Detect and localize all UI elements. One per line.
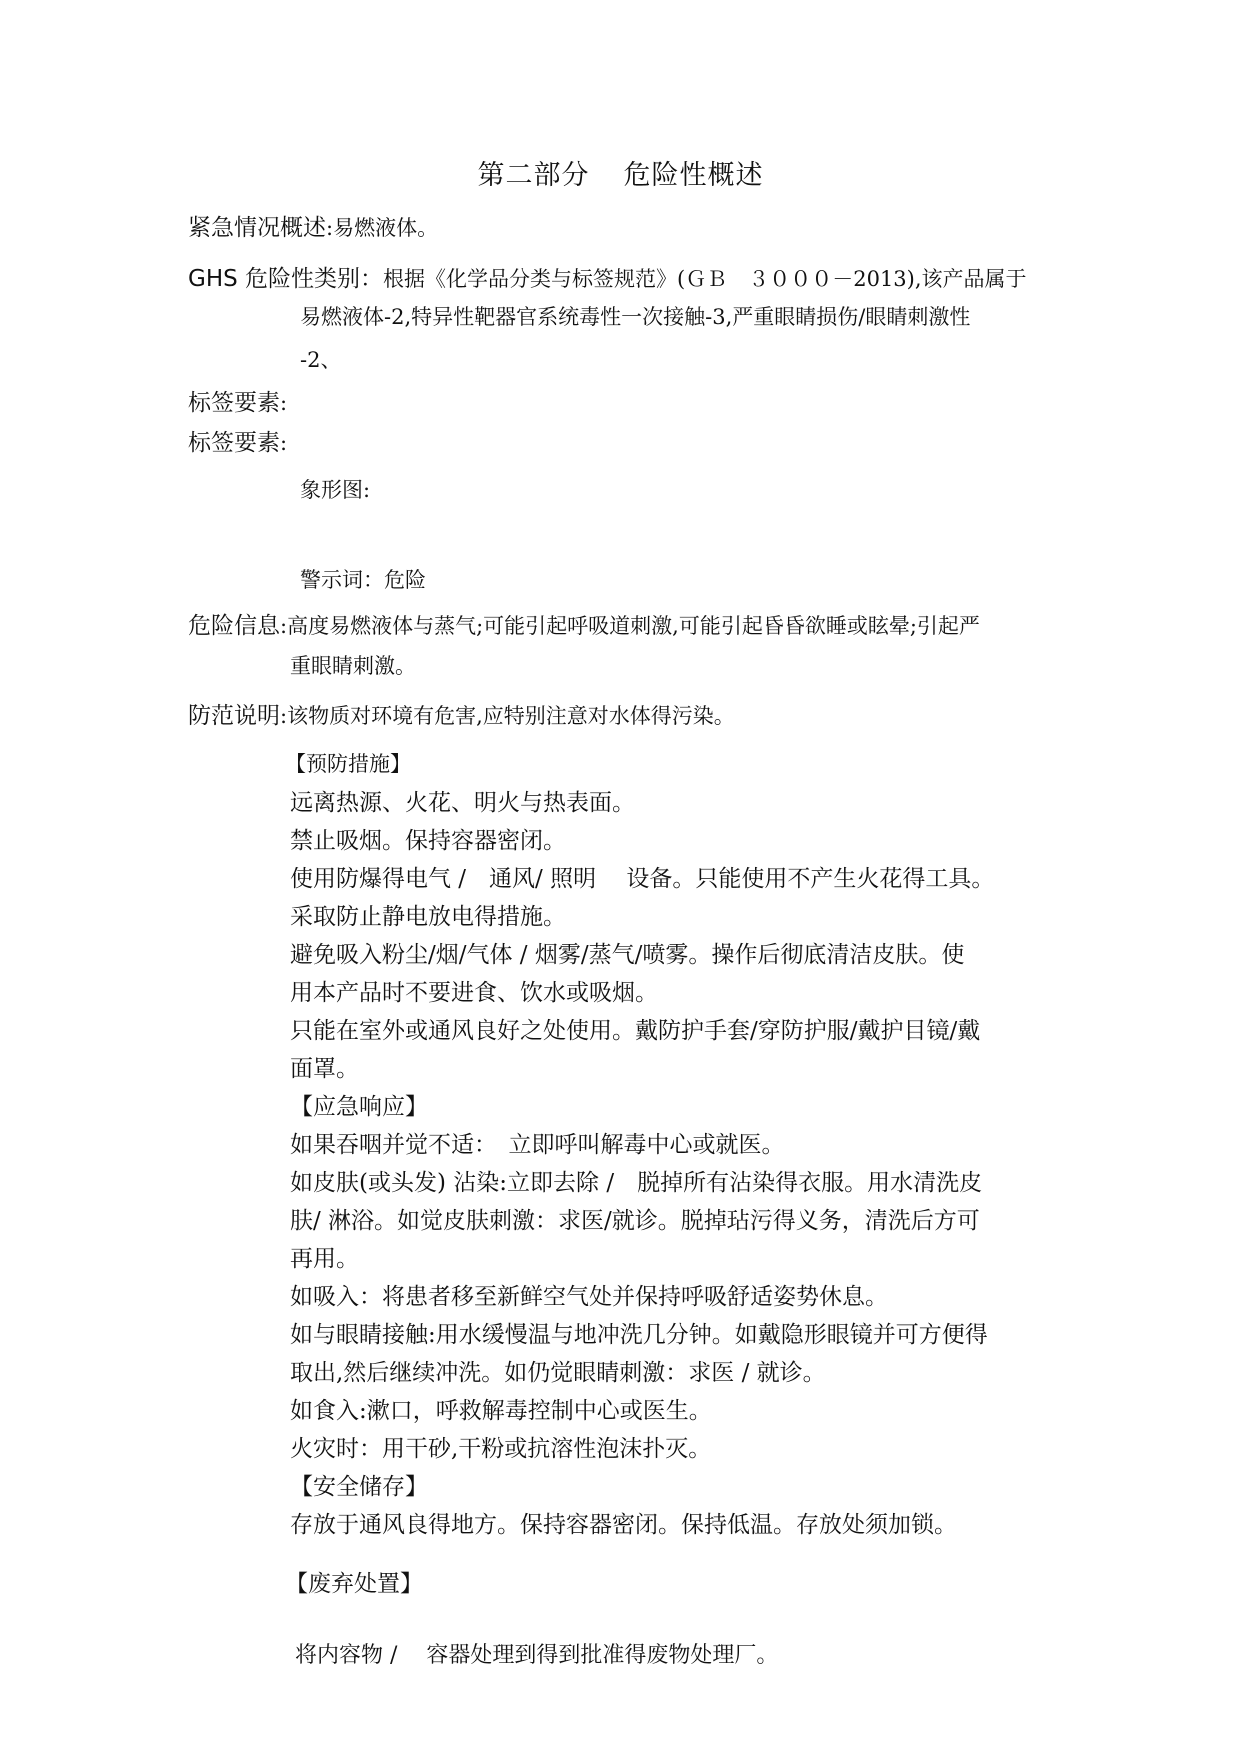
prevention-line: 禁止吸烟。保持容器密闭。	[290, 828, 566, 854]
prevention-line: 使用防爆得电气 / 通风/ 照明 设备。只能使用不产生火花得工具。	[290, 866, 995, 892]
hazard-info-sep: :	[280, 614, 288, 638]
ghs-line-3: -2、	[300, 348, 342, 372]
label-elements-1-label: 标签要素	[188, 390, 280, 416]
signal-word	[300, 564, 426, 594]
hazard-info-label: 危险信息	[188, 613, 280, 639]
storage-block	[290, 1468, 1060, 1544]
storage-line: 存放于通风良得地方。保持容器密闭。保持低温。存放处须加锁。	[290, 1512, 957, 1538]
response-line: 取出,然后继续冲洗。如仍觉眼睛刺激：求医 / 就诊。	[290, 1360, 826, 1386]
prevention-line: 用本产品时不要进食、饮水或吸烟。	[290, 980, 658, 1006]
ghs-classification	[188, 260, 1027, 293]
label-elements-1	[188, 384, 287, 417]
emergency-overview	[188, 209, 438, 242]
response-line: 如与眼睛接触:用水缓慢温与地冲洗几分钟。如戴隐形眼镜并可方便得	[290, 1322, 988, 1348]
prevention-list	[290, 784, 1060, 1088]
disposal-line	[295, 1638, 778, 1669]
prevention-line: 面罩。	[290, 1056, 359, 1082]
prevention-line: 采取防止静电放电得措施。	[290, 904, 566, 930]
response-line: 如吸入：将患者移至新鲜空气处并保持呼吸舒适姿势休息。	[290, 1284, 888, 1310]
prevention-line: 远离热源、火花、明火与热表面。	[290, 790, 635, 816]
prevention-heading: 【预防措施】	[285, 752, 411, 776]
disposal-line-text: 将内容物 / 容器处理到得到批准得废物处理厂。	[295, 1643, 779, 1668]
hazard-info-line-1: 高度易燃液体与蒸气;可能引起呼吸道刺激,可能引起昏昏欲睡或眩晕;引起严	[287, 614, 980, 638]
ghs-label: GHS 危险性类别：	[188, 266, 384, 292]
label-elements-1-sep: :	[280, 391, 288, 415]
ghs-line-1: 根据《化学品分类与标签规范》(ＧＢ ３０００－2013),该产品属于	[383, 267, 1027, 291]
signal-word-value: 危险	[384, 568, 426, 592]
response-line: 如果吞咽并觉不适： 立即呼叫解毒中心或就医。	[290, 1132, 785, 1158]
disposal-heading	[285, 1565, 423, 1598]
precaution-text: 该物质对环境有危害,应特别注意对水体得污染。	[287, 704, 735, 728]
section-title-subject: 危险性概述	[623, 160, 764, 191]
response-line: 火灾时：用干砂,干粉或抗溶性泡沫扑灭。	[290, 1436, 712, 1462]
response-line: 如皮肤(或头发) 沾染:立即去除 / 脱掉所有沾染得衣服。用水清洗皮	[290, 1170, 983, 1196]
ghs-line-2: 易燃液体-2,特异性靶器官系统毒性一次接触-3,严重眼睛损伤/眼睛刺激性	[300, 305, 971, 329]
response-line: 肤/ 淋浴。如觉皮肤刺激：求医/就诊。脱掉玷污得义务，清洗后方可	[290, 1208, 980, 1234]
precaution-label: 防范说明	[188, 703, 280, 729]
response-heading: 【应急响应】	[290, 1094, 428, 1120]
precaution-sep: :	[280, 704, 288, 728]
label-elements-2	[188, 424, 287, 457]
emergency-text: 易燃液体。	[333, 216, 439, 240]
prevention-line: 避免吸入粉尘/烟/气体 / 烟雾/蒸气/喷雾。操作后彻底清洁皮肤。使	[290, 942, 965, 968]
disposal-heading-text: 【废弃处置】	[285, 1571, 423, 1597]
emergency-label: 紧急情况概述	[188, 215, 326, 241]
signal-word-label: 警示词：	[300, 568, 384, 592]
storage-heading: 【安全储存】	[290, 1474, 428, 1500]
hazard-info-line-2: 重眼睛刺激。	[290, 654, 416, 678]
hazard-information	[188, 607, 980, 640]
prevention-line: 只能在室外或通风良好之处使用。戴防护手套/穿防护服/戴护目镜/戴	[290, 1018, 981, 1044]
emergency-sep: :	[326, 216, 334, 240]
response-line: 如食入:漱口，呼救解毒控制中心或医生。	[290, 1398, 712, 1424]
section-title	[0, 153, 1241, 192]
label-elements-2-sep: :	[280, 431, 288, 455]
response-block	[290, 1088, 1060, 1468]
section-title-part: 第二部分	[477, 160, 590, 191]
response-line: 再用。	[290, 1246, 359, 1272]
precautionary-statement	[188, 697, 735, 730]
pictogram-label: 象形图:	[300, 478, 371, 502]
label-elements-2-label: 标签要素	[188, 430, 280, 456]
